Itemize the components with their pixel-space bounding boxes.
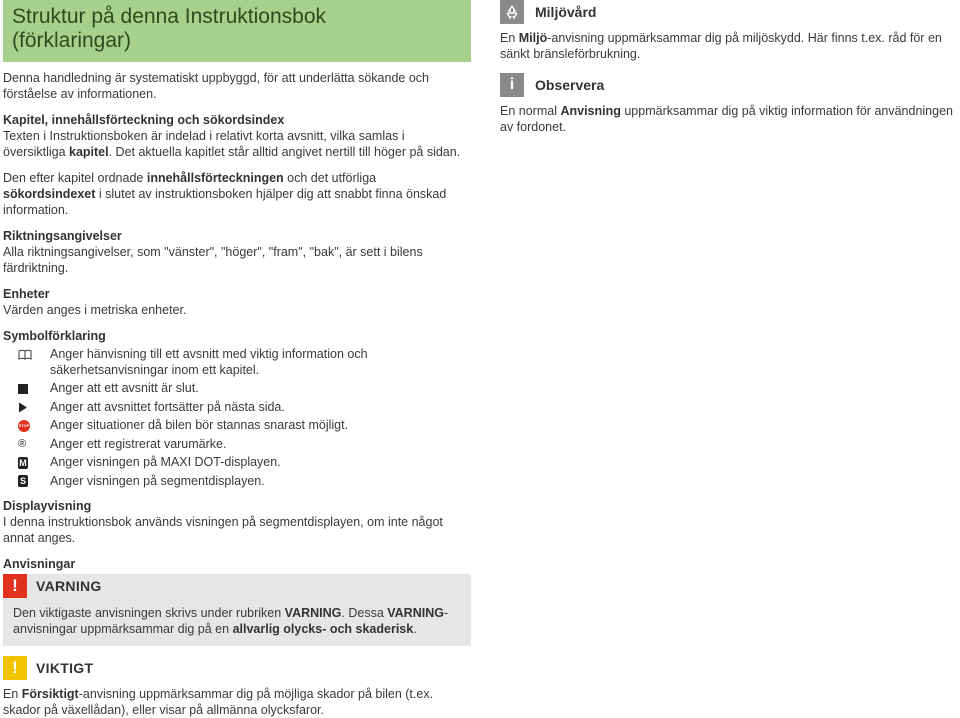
symbol-row <box>3 380 471 399</box>
warning-text: Den viktigaste anvisningen skrivs under rubriken VARNING. Dessa VARNING-anvisningar uppmärksammar dig på en allvarlig olycks- och skaderisk. <box>13 606 449 636</box>
chapters-section <box>3 112 471 160</box>
symbol-text: Anger situationer då bilen bör stannas snarast möjligt. <box>50 418 349 432</box>
symbols-section <box>3 328 471 491</box>
warning-icon: ! <box>3 574 27 598</box>
symbol-text: Anger visningen på segmentdisplayen. <box>50 473 265 488</box>
display-text: I denna instruktionsbok används visningen på segmentdisplayen, om inte något annat anges. <box>3 515 443 545</box>
notes-heading: Anvisningar <box>3 557 76 571</box>
chapters-text: Texten i Instruktionsboken är indelad i relativt korta avsnitt, vilka samlas i översiktliga kapitel. Det aktuella kapitlet står alltid angivet nertill till höger på sidan. <box>3 129 461 159</box>
units-section <box>3 286 471 318</box>
important-text: En Försiktigt-anvisning uppmärksammar dig på möjliga skador på bilen (t.ex. skador på växellådan), eller visar på allmänna olycksfaror. <box>3 687 434 717</box>
left-column <box>3 0 471 718</box>
info-title: Observera <box>535 77 605 93</box>
direction-text: Alla riktningsangivelser, som "vänster", "höger", "fram", "bak", är sett i bilens färdriktning. <box>3 245 423 275</box>
direction-heading: Riktningsangivelser <box>3 229 122 243</box>
environment-text: En Miljö-anvisning uppmärksammar dig på miljöskydd. Här finns t.ex. råd för en sänkt bränsleförbrukning. <box>500 31 942 61</box>
environment-title: Miljövård <box>535 4 597 20</box>
direction-section <box>3 228 471 276</box>
symbol-row <box>3 399 471 418</box>
symbol-row <box>3 346 471 380</box>
environment-header <box>500 0 960 24</box>
info-text: En normal Anvisning uppmärksammar dig på viktig information för användningen av fordonet. <box>500 104 953 134</box>
info-note <box>500 73 960 135</box>
warning-header <box>3 574 471 598</box>
black-square-icon <box>3 380 50 396</box>
stop-icon: STOP <box>3 417 50 433</box>
symbol-row <box>3 417 471 436</box>
page-title-line1: Struktur på denna Instruktionsbok <box>12 5 327 28</box>
arrow-right-icon <box>3 399 50 415</box>
symbol-text: Anger att avsnittet fortsätter på nästa sida. <box>50 399 285 414</box>
warning-box <box>3 574 471 646</box>
important-icon: ! <box>3 656 27 680</box>
important-header <box>3 656 471 680</box>
symbol-text: Anger visningen på MAXI DOT-displayen. <box>50 455 281 469</box>
maxi-dot-icon: M <box>19 457 27 468</box>
registered-icon: ® <box>18 438 27 450</box>
book-icon <box>3 346 50 362</box>
display-section <box>3 498 471 546</box>
units-text: Värden anges i metriska enheter. <box>3 303 187 317</box>
page-title <box>3 0 471 62</box>
symbol-text: Anger att ett avsnitt är slut. <box>50 381 199 395</box>
symbol-row <box>3 436 471 455</box>
page-title-line2: (förklaringar) <box>12 29 132 52</box>
info-icon: i <box>500 73 524 97</box>
index-text: Den efter kapitel ordnade innehållsförteckningen och det utförliga sökordsindexet i slutet av instruktionsboken hjälper dig att snabbt finna önskad information. <box>3 171 447 217</box>
chapters-heading: Kapitel, innehållsförteckning och sökordsindex <box>3 113 285 127</box>
right-column <box>500 0 960 135</box>
intro-text: Denna handledning är systematiskt uppbyggd, för att underlätta sökande och förståelse av informationen. <box>3 71 429 101</box>
symbol-list <box>3 346 471 491</box>
display-heading: Displayvisning <box>3 499 92 513</box>
environment-note <box>500 0 960 62</box>
important-title: VIKTIGT <box>36 660 94 676</box>
warning-title: VARNING <box>36 578 102 594</box>
symbol-text: Anger hänvisning till ett avsnitt med viktig information och säkerhetsanvisningar inom ett kapitel. <box>50 347 368 377</box>
notes-section <box>3 556 471 718</box>
segment-display-icon: S <box>19 476 26 486</box>
units-heading: Enheter <box>3 287 50 301</box>
symbol-text: Anger ett registrerat varumärke. <box>50 436 227 451</box>
symbol-row <box>3 473 471 492</box>
info-header <box>500 73 960 97</box>
symbol-row <box>3 454 471 473</box>
recycle-icon <box>500 0 524 24</box>
symbols-heading: Symbolförklaring <box>3 329 106 343</box>
